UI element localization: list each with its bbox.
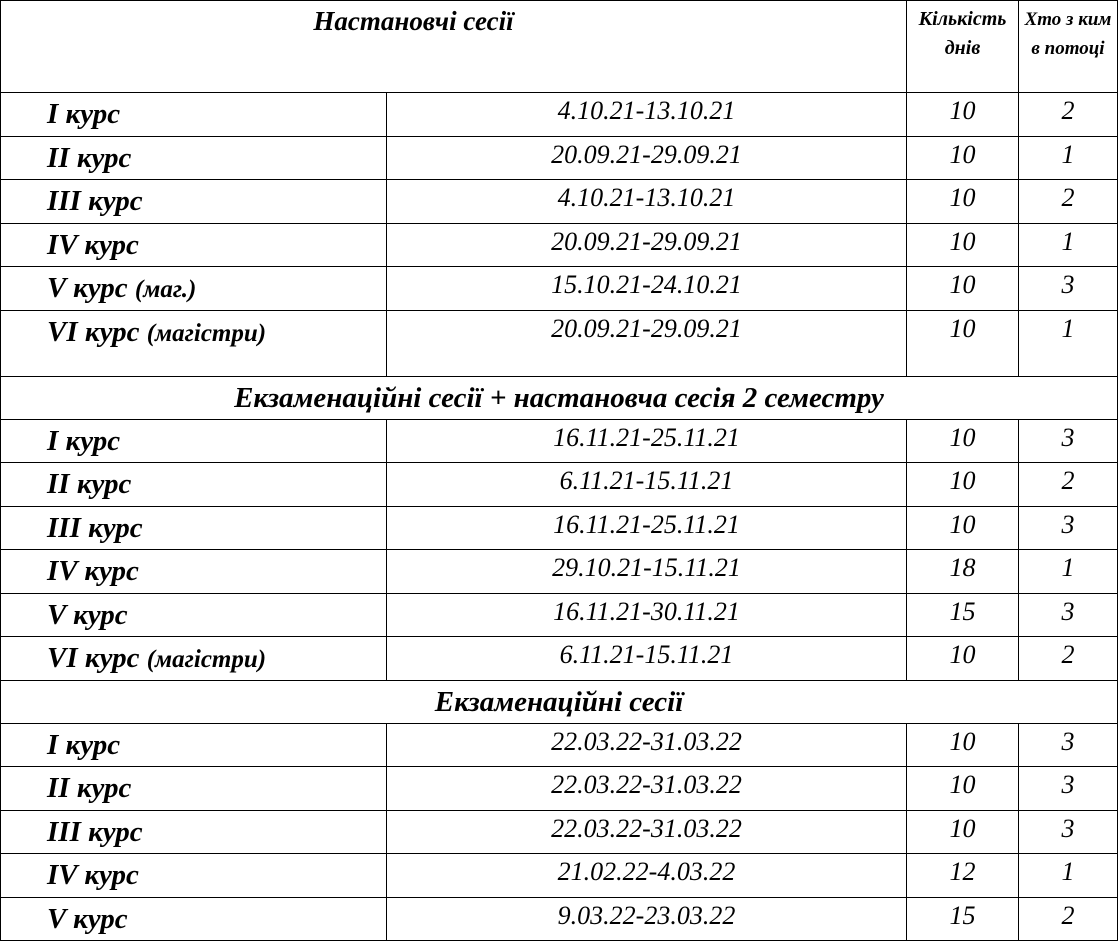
stream-cell bbox=[1019, 267, 1118, 311]
days-value: 10 bbox=[949, 270, 976, 299]
days-value: 12 bbox=[949, 857, 976, 886]
days-cell bbox=[907, 637, 1019, 681]
dates-cell bbox=[387, 810, 907, 854]
section-title: Екзаменаційні сесії + настановча сесія 2 семестру bbox=[234, 381, 884, 414]
dates-cell bbox=[387, 310, 907, 376]
header-days-cell bbox=[907, 1, 1019, 93]
stream-cell bbox=[1019, 550, 1118, 594]
course-cell bbox=[1, 637, 387, 681]
course-label: II курс bbox=[47, 772, 132, 804]
stream-value: 1 bbox=[1061, 553, 1075, 582]
section-title: Екзаменаційні сесії bbox=[434, 685, 684, 718]
course-cell bbox=[1, 267, 387, 311]
dates-value: 9.03.22-23.03.22 bbox=[557, 900, 736, 930]
dates-cell bbox=[387, 767, 907, 811]
dates-cell bbox=[387, 463, 907, 507]
course-label: IV курс bbox=[47, 555, 139, 587]
table-row bbox=[1, 419, 1118, 463]
dates-cell bbox=[387, 267, 907, 311]
course-label: V курс bbox=[47, 598, 128, 631]
course-cell bbox=[1, 723, 387, 767]
course-cell bbox=[1, 810, 387, 854]
stream-value: 3 bbox=[1061, 813, 1075, 843]
days-value: 10 bbox=[949, 96, 976, 125]
days-column-header: Кількість днів bbox=[918, 8, 1007, 59]
course-cell bbox=[1, 93, 387, 137]
dates-value: 16.11.21-25.11.21 bbox=[553, 509, 740, 539]
section-header-row bbox=[1, 376, 1118, 419]
section-title-cell bbox=[1, 376, 1118, 419]
days-value: 15 bbox=[949, 900, 976, 930]
course-note: (маг.) bbox=[134, 276, 197, 303]
table-row bbox=[1, 310, 1118, 376]
dates-cell bbox=[387, 223, 907, 267]
days-value: 10 bbox=[949, 422, 976, 452]
days-cell bbox=[907, 223, 1019, 267]
course-note: (магістри) bbox=[146, 646, 267, 673]
stream-value: 2 bbox=[1061, 183, 1075, 212]
dates-cell bbox=[387, 593, 907, 637]
days-value: 15 bbox=[949, 596, 976, 626]
stream-cell bbox=[1019, 506, 1118, 550]
section-title-cell bbox=[1, 680, 1118, 723]
stream-cell bbox=[1019, 419, 1118, 463]
stream-cell bbox=[1019, 136, 1118, 180]
dates-value: 22.03.22-31.03.22 bbox=[551, 726, 742, 756]
course-cell bbox=[1, 593, 387, 637]
course-cell bbox=[1, 767, 387, 811]
days-cell bbox=[907, 897, 1019, 941]
days-cell bbox=[907, 593, 1019, 637]
course-label: IV курс bbox=[47, 859, 139, 891]
dates-value: 20.09.21-29.09.21 bbox=[551, 139, 742, 169]
days-value: 10 bbox=[949, 509, 976, 539]
course-label: II курс bbox=[47, 141, 132, 174]
days-value: 10 bbox=[949, 226, 976, 256]
days-cell bbox=[907, 180, 1019, 224]
stream-cell bbox=[1019, 854, 1118, 898]
course-cell bbox=[1, 136, 387, 180]
stream-value: 1 bbox=[1061, 313, 1075, 343]
days-cell bbox=[907, 810, 1019, 854]
stream-cell bbox=[1019, 463, 1118, 507]
stream-value: 3 bbox=[1061, 422, 1075, 452]
course-label: V курс bbox=[47, 902, 128, 935]
dates-value: 6.11.21-15.11.21 bbox=[559, 640, 734, 669]
days-value: 10 bbox=[949, 183, 976, 212]
course-label: I курс bbox=[47, 728, 121, 761]
course-note: (магістри) bbox=[146, 319, 267, 347]
course-label: III курс bbox=[47, 815, 143, 848]
dates-value: 20.09.21-29.09.21 bbox=[551, 226, 742, 256]
page-title: Настановчі сесії bbox=[313, 6, 514, 36]
stream-value: 3 bbox=[1061, 726, 1075, 756]
stream-cell bbox=[1019, 223, 1118, 267]
days-value: 10 bbox=[949, 313, 976, 343]
table-row bbox=[1, 810, 1118, 854]
stream-value: 3 bbox=[1061, 770, 1075, 799]
stream-cell bbox=[1019, 767, 1118, 811]
days-value: 10 bbox=[949, 770, 976, 799]
stream-value: 1 bbox=[1061, 226, 1075, 256]
stream-value: 2 bbox=[1061, 900, 1075, 930]
course-cell bbox=[1, 550, 387, 594]
table-row bbox=[1, 723, 1118, 767]
dates-value: 16.11.21-25.11.21 bbox=[553, 422, 740, 452]
days-cell bbox=[907, 506, 1019, 550]
course-label: III курс bbox=[47, 511, 143, 544]
days-value: 18 bbox=[949, 553, 976, 582]
course-cell bbox=[1, 854, 387, 898]
days-value: 10 bbox=[949, 726, 976, 756]
days-cell bbox=[907, 136, 1019, 180]
stream-value: 1 bbox=[1061, 857, 1075, 886]
table-row bbox=[1, 854, 1118, 898]
table-row bbox=[1, 463, 1118, 507]
stream-cell bbox=[1019, 897, 1118, 941]
course-label: V курс (маг.) bbox=[47, 272, 197, 304]
table-row bbox=[1, 223, 1118, 267]
dates-value: 15.10.21-24.10.21 bbox=[551, 270, 742, 299]
section-header-row bbox=[1, 680, 1118, 723]
course-cell bbox=[1, 180, 387, 224]
dates-value: 16.11.21-30.11.21 bbox=[553, 596, 740, 626]
course-label: I курс bbox=[47, 98, 121, 130]
dates-cell bbox=[387, 180, 907, 224]
course-label: I курс bbox=[47, 424, 121, 457]
course-label: IV курс bbox=[47, 228, 139, 261]
days-cell bbox=[907, 723, 1019, 767]
course-label: II курс bbox=[47, 468, 132, 500]
table-row bbox=[1, 637, 1118, 681]
dates-value: 22.03.22-31.03.22 bbox=[551, 813, 742, 843]
dates-value: 4.10.21-13.10.21 bbox=[557, 96, 736, 125]
course-cell bbox=[1, 897, 387, 941]
table-row bbox=[1, 767, 1118, 811]
table-row bbox=[1, 593, 1118, 637]
dates-value: 6.11.21-15.11.21 bbox=[559, 466, 734, 495]
course-cell bbox=[1, 419, 387, 463]
days-cell bbox=[907, 463, 1019, 507]
stream-cell bbox=[1019, 593, 1118, 637]
days-cell bbox=[907, 93, 1019, 137]
table-row bbox=[1, 267, 1118, 311]
stream-value: 2 bbox=[1061, 640, 1075, 669]
course-cell bbox=[1, 506, 387, 550]
stream-cell bbox=[1019, 93, 1118, 137]
days-value: 10 bbox=[949, 813, 976, 843]
table-row bbox=[1, 180, 1118, 224]
days-cell bbox=[907, 310, 1019, 376]
days-value: 10 bbox=[949, 139, 976, 169]
stream-cell bbox=[1019, 810, 1118, 854]
stream-cell bbox=[1019, 180, 1118, 224]
days-value: 10 bbox=[949, 466, 976, 495]
stream-value: 3 bbox=[1061, 270, 1075, 299]
table-row bbox=[1, 506, 1118, 550]
dates-value: 21.02.22-4.03.22 bbox=[557, 857, 736, 886]
dates-value: 29.10.21-15.11.21 bbox=[552, 553, 741, 582]
days-cell bbox=[907, 854, 1019, 898]
dates-cell bbox=[387, 136, 907, 180]
days-cell bbox=[907, 419, 1019, 463]
dates-cell bbox=[387, 506, 907, 550]
table-row bbox=[1, 897, 1118, 941]
header-title-cell bbox=[1, 1, 907, 93]
stream-value: 2 bbox=[1061, 96, 1075, 125]
stream-value: 3 bbox=[1061, 509, 1075, 539]
header-row bbox=[1, 1, 1118, 93]
days-cell bbox=[907, 550, 1019, 594]
dates-value: 4.10.21-13.10.21 bbox=[557, 183, 736, 212]
dates-cell bbox=[387, 637, 907, 681]
stream-value: 1 bbox=[1061, 139, 1075, 169]
stream-value: 2 bbox=[1061, 466, 1075, 495]
course-label: VI курс (магістри) bbox=[47, 315, 267, 348]
course-label: VI курс (магістри) bbox=[47, 642, 267, 674]
dates-cell bbox=[387, 854, 907, 898]
dates-cell bbox=[387, 419, 907, 463]
dates-value: 20.09.21-29.09.21 bbox=[551, 313, 742, 343]
days-cell bbox=[907, 767, 1019, 811]
table-row bbox=[1, 136, 1118, 180]
dates-cell bbox=[387, 897, 907, 941]
course-cell bbox=[1, 310, 387, 376]
days-value: 10 bbox=[949, 640, 976, 669]
table-row bbox=[1, 550, 1118, 594]
course-cell bbox=[1, 223, 387, 267]
days-cell bbox=[907, 267, 1019, 311]
dates-cell bbox=[387, 723, 907, 767]
dates-cell bbox=[387, 93, 907, 137]
stream-value: 3 bbox=[1061, 596, 1075, 626]
dates-value: 22.03.22-31.03.22 bbox=[551, 770, 742, 799]
course-label: III курс bbox=[47, 185, 143, 217]
header-stream-cell bbox=[1019, 1, 1118, 93]
dates-cell bbox=[387, 550, 907, 594]
stream-cell bbox=[1019, 637, 1118, 681]
stream-column-header: Хто з ким в потоці bbox=[1024, 9, 1112, 59]
stream-cell bbox=[1019, 723, 1118, 767]
stream-cell bbox=[1019, 310, 1118, 376]
course-cell bbox=[1, 463, 387, 507]
table-row bbox=[1, 93, 1118, 137]
